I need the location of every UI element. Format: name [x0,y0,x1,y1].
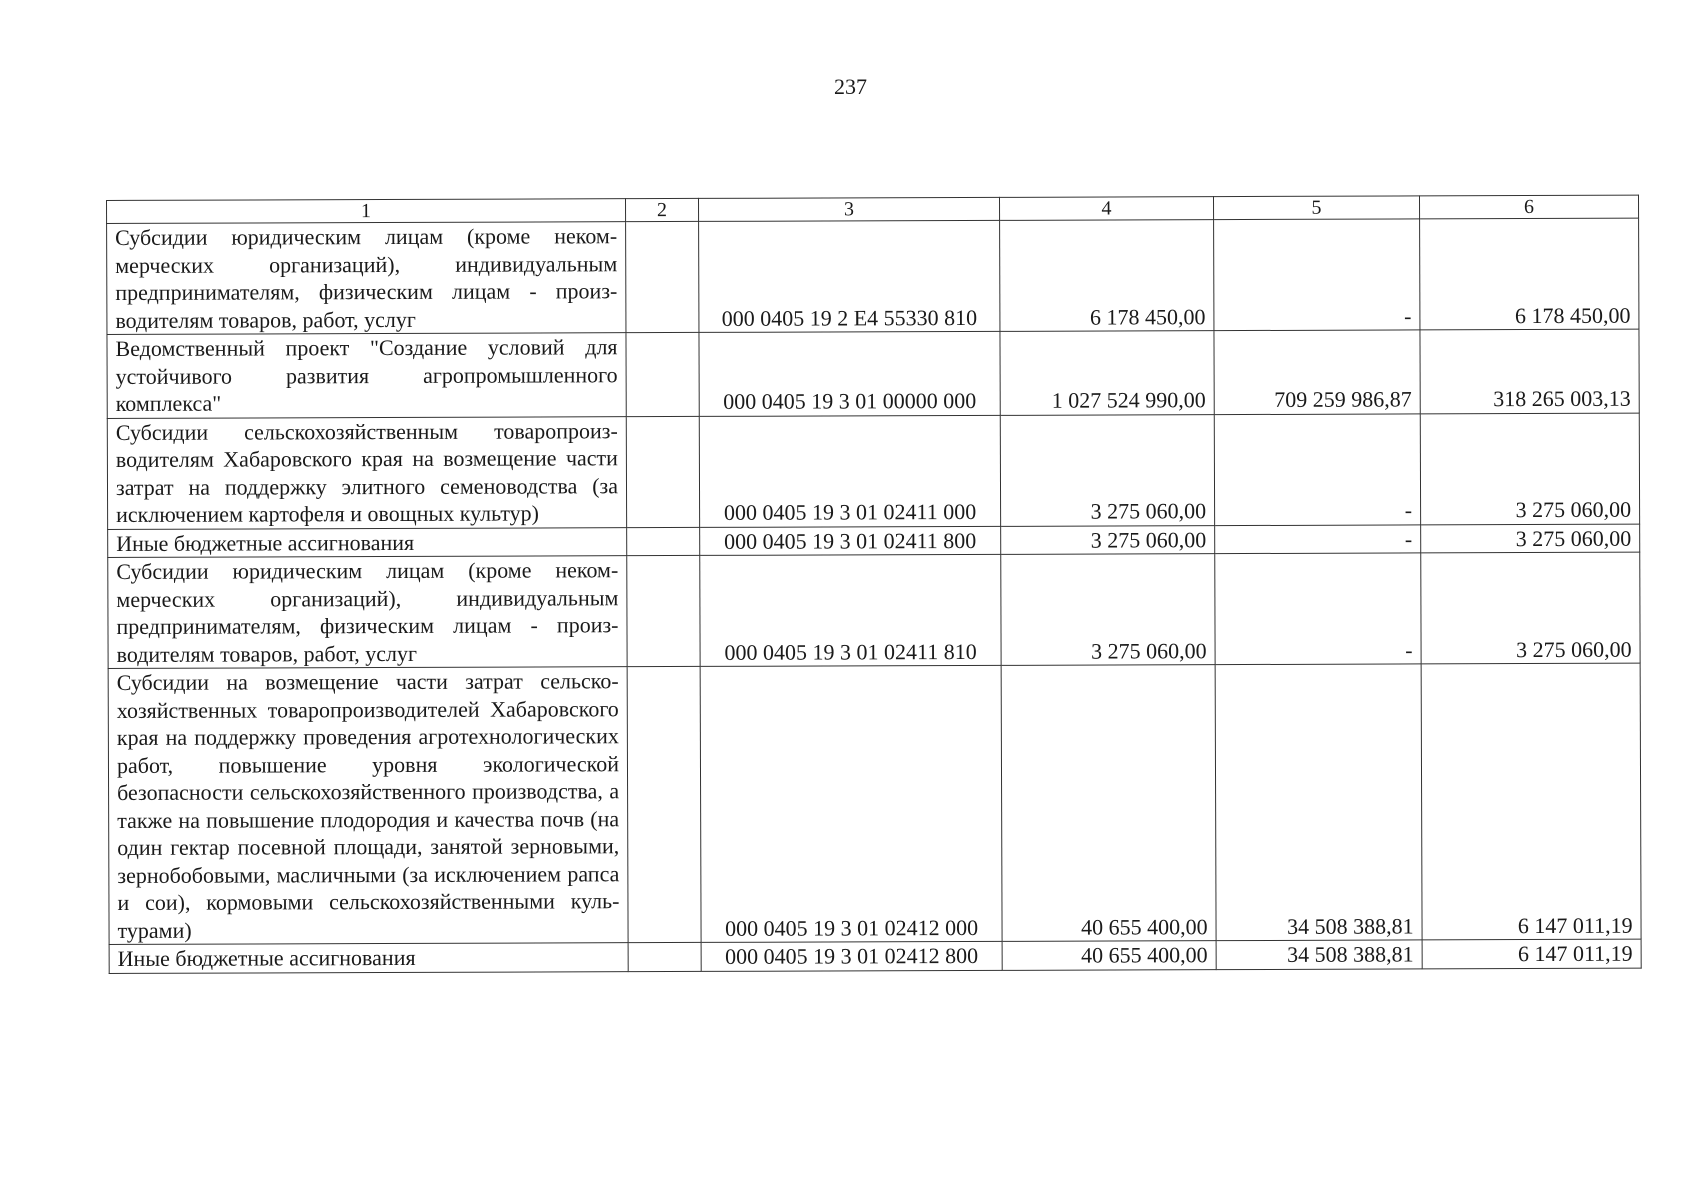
row-col4: 40 655 400,00 [1001,665,1216,942]
row-col5: - [1215,524,1421,553]
row-col6: 3 275 060,00 [1421,524,1640,553]
table-row [108,663,1641,944]
row-code: 000 0405 19 3 01 02411 800 [700,526,1001,556]
row-name: Субсидии на возмещение части затрат сельскохозяйственных товаропроизводителей Хабаровского края на поддержку проведения агротехнологических работ, повышение уровня экологической безопасности сельскохозяйственного производства, а также на повышение плодородия и качества почв (на один гектар посевной площади, занятой зерновыми, зернобобовыми, масличными (за исключением рапса и сои), кормовыми сельскохозяйственными культурами) [108,667,628,945]
row-col5: - [1214,219,1420,331]
table-row [107,329,1639,418]
page-number: 237 [834,74,867,99]
column-header-4: 4 [999,197,1213,221]
row-col5: 34 508 388,81 [1215,664,1422,941]
row-col4: 3 275 060,00 [1001,554,1215,666]
table-row [108,524,1640,558]
row-code: 000 0405 19 3 01 02411 000 [699,415,1000,527]
row-code: 000 0405 19 3 01 02412 800 [701,941,1002,971]
row-col2 [627,555,700,666]
column-header-2: 2 [625,198,698,221]
budget-table [106,195,1642,974]
row-name: Субсидии сельскохозяйственным товаропроизводителям Хабаровского края на возмещение части затрат на поддержку элитного семеноводства (за исключением картофеля и овощных культур) [107,416,626,529]
row-col6: 318 265 003,13 [1420,329,1639,413]
row-col6: 6 147 011,19 [1421,663,1641,940]
row-col6: 3 275 060,00 [1421,552,1640,664]
table-row [107,413,1639,529]
table-row [108,552,1640,668]
row-col2 [627,666,701,942]
row-col4: 40 655 400,00 [1002,941,1216,970]
row-name: Иные бюджетные ассигнования [108,527,627,557]
table-row [109,939,1641,973]
row-code: 000 0405 19 3 01 00000 000 [699,331,1000,416]
row-col2 [626,221,699,332]
column-header-5: 5 [1213,196,1419,220]
row-col4: 3 275 060,00 [1000,414,1214,526]
row-code: 000 0405 19 2 Е4 55330 810 [699,220,1000,332]
row-col4: 1 027 524 990,00 [1000,331,1214,415]
column-header-6: 6 [1419,195,1638,219]
row-name: Субсидии юридическим лицам (кроме некоммерческих организаций), индивидуальным предпринимателям, физическим лицам - производителям товаров, работ, услуг [108,556,627,669]
column-header-1: 1 [107,199,626,224]
row-code: 000 0405 19 3 01 02412 000 [700,665,1002,942]
row-name: Ведомственный проект "Создание условий для устойчивого развития агропромышленного комплекса" [107,333,626,418]
row-col2 [628,942,701,971]
row-name: Субсидии юридическим лицам (кроме некоммерческих организаций), индивидуальным предпринимателям, физическим лицам - производителям товаров, работ, услуг [107,222,626,335]
row-col4: 6 178 450,00 [1000,220,1214,332]
row-col6: 6 147 011,19 [1422,939,1641,968]
row-col5: - [1214,413,1420,525]
row-col2 [626,416,699,527]
row-col2 [626,332,699,416]
row-col6: 6 178 450,00 [1420,218,1639,330]
row-col6: 3 275 060,00 [1420,413,1639,525]
row-code: 000 0405 19 3 01 02411 810 [700,554,1001,666]
row-col4: 3 275 060,00 [1001,525,1215,554]
row-col5: 34 508 388,81 [1216,940,1422,969]
column-header-3: 3 [698,197,999,221]
row-col5: - [1215,553,1421,665]
row-name: Иные бюджетные ассигнования [109,943,628,973]
row-col5: 709 259 986,87 [1214,330,1420,414]
row-col2 [627,527,700,556]
table-row [107,218,1639,334]
